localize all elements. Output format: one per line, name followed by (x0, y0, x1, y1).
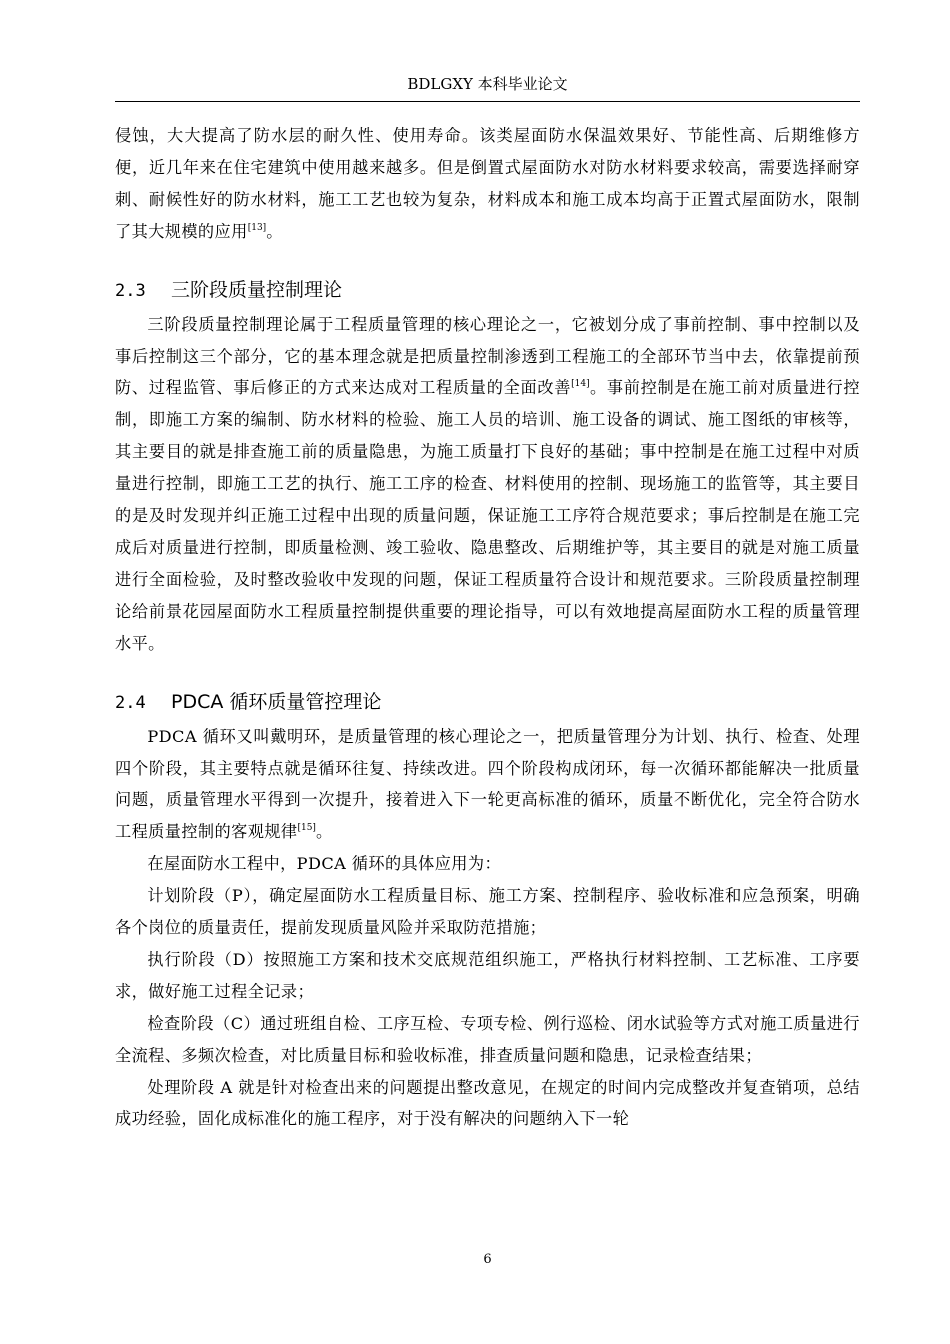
page-number: 6 (483, 1252, 492, 1267)
section-heading-2-4: 2.4 PDCA 循环质量管控理论 (115, 690, 382, 713)
section-2-3-paragraph: 三阶段质量控制理论属于工程质量管理的核心理论之一，它被划分成了事前控制、事中控制以及事后控制这三个部分，它的基本理念就是把质量控制渗透到工程施工的全部环节当中去，依靠提前预防、过程监管、事后修正的方式来达成对工程质量的全面改善[14]。事前控制是在施工前对质量进行控制，即施工方案的编制、防水材料的检验、施工人员的培训、施工设备的调试、施工图纸的审核等，其主要目的就是排查施工前的质量隐患，为施工质量打下良好的基础；事中控制是在施工过程中对质量进行控制，即施工工艺的执行、施工工序的检查、材料使用的控制、现场施工的监管等，其主要目的是及时发现并纠正施工过程中出现的质量问题，保证施工工序符合规范要求；事后控制是在施工完成后对质量进行控制，即质量检测、竣工验收、隐患整改、后期维护等，其主要目的就是对施工质量进行全面检验，及时整改验收中发现的问题，保证工程质量符合设计和规范要求。三阶段质量控制理论给前景花园屋面防水工程质量控制提供重要的理论指导，可以有效地提高屋面防水工程的质量管理水平。 (115, 314, 860, 653)
intro-paragraph: 侵蚀，大大提高了防水层的耐久性、使用寿命。该类屋面防水保温效果好、节能性高、后期维修方便，近几年来在住宅建筑中使用越来越多。但是倒置式屋面防水对防水材料要求较高，需要选择耐穿刺、耐候性好的防水材料，施工工艺也较为复杂，材料成本和施工成本均高于正置式屋面防水，限制了其大规模的应用[13]。 (115, 126, 860, 241)
section-2-4-paragraph-do: 执行阶段（D）按照施工方案和技术交底规范组织施工，严格执行材料控制、工艺标准、工序要求，做好施工过程全记录； (115, 949, 860, 1001)
section-2-4-paragraph-1: PDCA 循环又叫戴明环，是质量管理的核心理论之一，把质量管理分为计划、执行、检查、处理四个阶段，其主要特点就是循环往复、持续改进。四个阶段构成闭环，每一次循环都能解决一批质量问题，质量管理水平得到一次提升，接着进入下一轮更高标准的循环，质量不断优化，完全符合防水工程质量控制的客观规律[15]。 (115, 726, 860, 842)
page-header: BDLGXY 本科毕业论文 (407, 75, 568, 93)
citation: [13] (247, 222, 267, 233)
section-2-4-paragraph-act: 处理阶段 A 就是针对检查出来的问题提出整改意见，在规定的时间内完成整改并复查销项，总结成功经验，固化成标准化的施工程序，对于没有解决的问题纳入下一轮 (115, 1077, 860, 1129)
citation: [15] (297, 823, 316, 834)
section-2-4-paragraph-plan: 计划阶段（P），确定屋面防水工程质量目标、施工方案、控制程序、验收标准和应急预案，明确各个岗位的质量责任，提前发现质量风险并采取防范措施； (115, 886, 860, 938)
page-body (115, 120, 860, 1135)
header-rule (115, 101, 860, 102)
section-2-4-paragraph-check: 检查阶段（C）通过班组自检、工序互检、专项专检、例行巡检、闭水试验等方式对施工质量进行全流程、多频次检查，对比质量目标和验收标准，排查质量问题和隐患，记录检查结果； (115, 1013, 860, 1065)
citation: [14] (571, 379, 590, 390)
section-heading-2-3: 2.3 三阶段质量控制理论 (115, 278, 343, 301)
section-2-4-paragraph-2: 在屋面防水工程中，PDCA 循环的具体应用为： (147, 854, 502, 874)
